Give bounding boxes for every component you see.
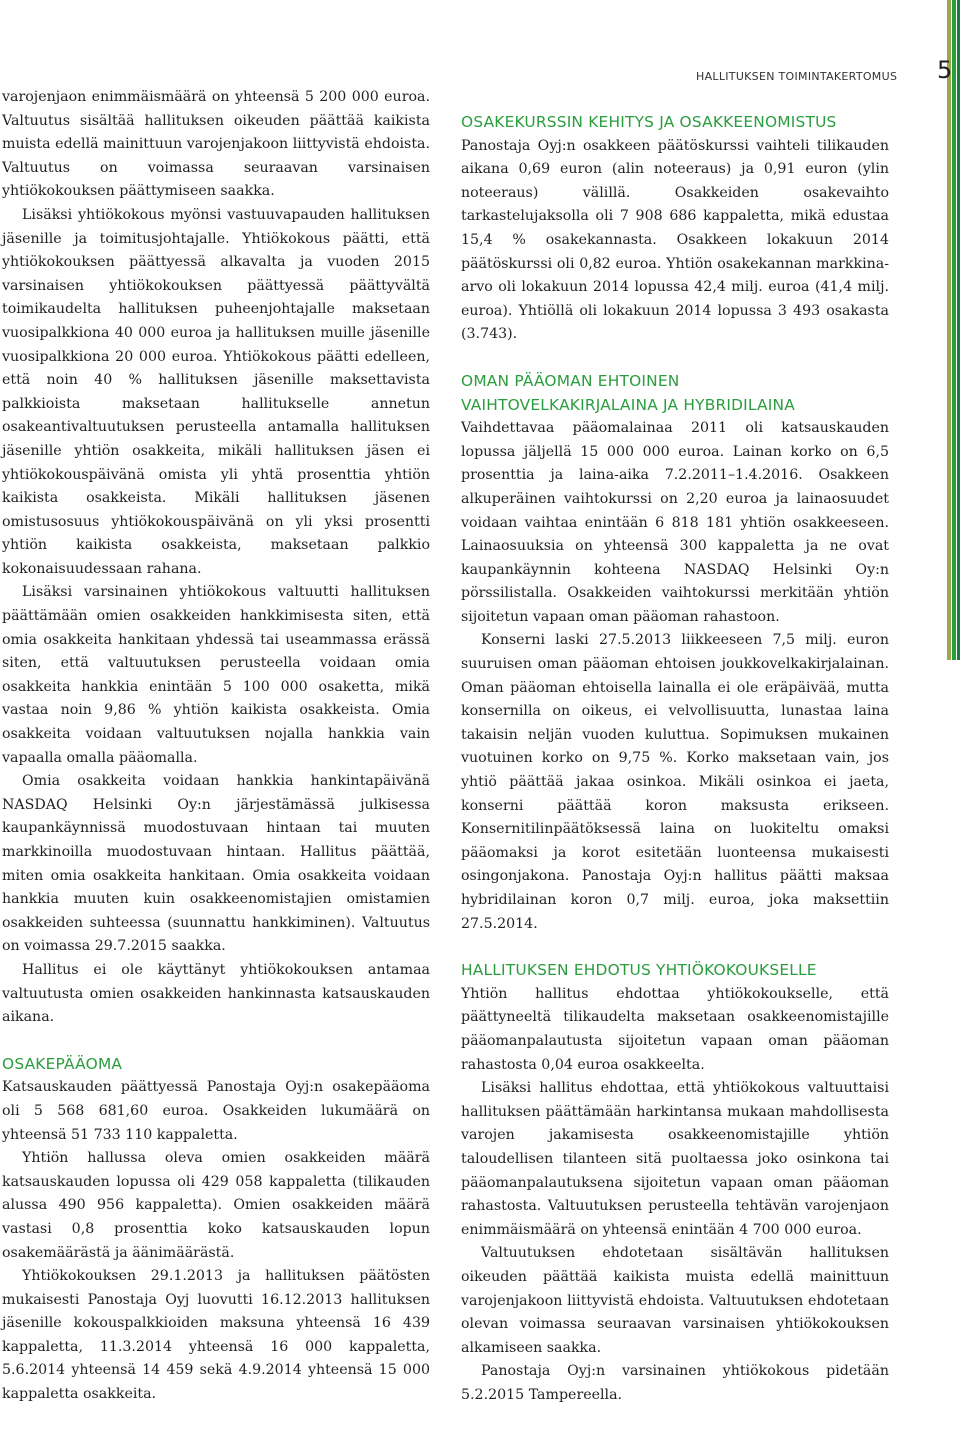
paragraph: Panostaja Oyj:n varsinainen yhtiökokous pidetään 5.2.2015 Tampereella. xyxy=(461,1363,889,1403)
paragraph: Konserni laski 27.5.2013 liikkeeseen 7,5 milj. euron suuruisen oman pääoman ehtoisen joukkovelkakirjalainan. Oman pääoman ehtoisella lainalla ei ole eräpäivää, mutta konsernilla on oikeus, ei velvollisuutta, lunastaa laina takaisin neljän vuoden kuluttua. Sopimuksen mukainen vuotuinen korko on 9,75 %. Korko maksetaan vain, jos yhtiö päättää jakaa osinkoa. Mikäli osinkoa ei jaeta, konserni päättää koron maksusta erikseen. Konsernitilinpäätöksessä laina on luokiteltu omaksi pääomaksi ja korot esitetään luonteensa mukaisesti osingonjakona. Panostaja Oyj:n hallitus päätti maksaa hybridilainan koron 0,7 milj. euroa, joka maksettiin 27.5.2014. xyxy=(461,632,889,932)
section-heading-osakepaaoma: OSAKEPÄÄOMA xyxy=(2,1054,123,1073)
right-column xyxy=(461,111,889,1407)
paragraph: Panostaja Oyj:n osakkeen päätöskurssi vaihteli tilikauden aikana 0,69 euron (alin noteeraus) ja 0,91 euron (ylin noteeraus) välillä. Osakkeiden osakevaihto tarkastelujaksolla oli 7 908 686 kappaletta, mikä edustaa 15,4 % osakekannasta. Osakkeen lokakuun 2014 päätöskurssi oli 0,82 euroa. Yhtiön osakekannan markkina-arvo oli lokakuun 2014 lopussa 42,4 milj. euroa (41,4 milj. euroa). Yhtiöllä oli lokakuun 2014 lopussa 3 493 osakasta (3.743). xyxy=(461,137,889,343)
paragraph: Omia osakkeita voidaan hankkia hankintapäivänä NASDAQ Helsinki Oy:n järjestämässä julkisessa kaupankäynnissä muodostuvaan hintaan tai muuten markkinoilla muodostuvaan hintaan. Hallitus päättää, miten omia osakkeita hankitaan. Omia osakkeita voidaan hankkia muuten kuin osakkeenomistajien omistamien osakkeiden suhteessa (suunnattu hankkiminen). Valtuutus on voimassa 29.7.2015 saakka. xyxy=(2,773,430,955)
paragraph: Lisäksi varsinainen yhtiökokous valtuutti hallituksen päättämään omien osakkeiden hankkimisesta siten, että omia osakkeita hankitaan yhdessä tai useammassa erässä siten, että valtuutuksen perusteella voidaan omia osakkeita hankkia enintään 5 100 000 osaketta, mikä vastaa noin 9,86 % yhtiön kaikista osakkeista. Omia osakkeita voidaan valtuutuksen nojalla hankkia vain vapaalla omalla pääomalla. xyxy=(2,584,430,766)
section-heading-ehdotus: HALLITUKSEN EHDOTUS YHTIÖKOKOUKSELLE xyxy=(461,961,817,980)
paragraph: Katsauskauden päättyessä Panostaja Oyj:n osakepääoma oli 5 568 681,60 euroa. Osakkeiden lukumäärä on yhteensä 51 733 110 kappaletta. xyxy=(2,1079,430,1143)
page-number: 5 xyxy=(937,56,953,84)
paragraph: Hallitus ei ole käyttänyt yhtiökokouksen antamaa valtuutusta omien osakkeiden hankinnasta katsauskauden aikana. xyxy=(2,961,430,1026)
running-header: HALLITUKSEN TOIMINTAKERTOMUS xyxy=(696,70,898,83)
section-heading-oma-paaoma-line2: VAIHTOVELKAKIRJALAINA JA HYBRIDILAINA xyxy=(461,395,795,414)
paragraph: Yhtiön hallitus ehdottaa yhtiökokoukselle, että päättyneeltä tilikaudelta maksetaan osakkeenomistajille pääomanpalautusta sijoitetun vapaan oman pääoman rahastosta 0,04 euroa osakkeelta. xyxy=(461,985,889,1073)
paragraph: Yhtiökokouksen 29.1.2013 ja hallituksen päätösten mukaisesti Panostaja Oyj luovutti 16.12.2013 hallituksen jäsenille kokouspalkkioiden maksuna yhteensä 16 439 kappaletta, 11.3.2014 yhteensä 16 000 kappaletta, 5.6.2014 yhteensä 14 459 sekä 4.9.2014 yhteensä 15 000 kappaletta osakkeita. xyxy=(2,1268,430,1403)
paragraph: Vaihdettavaa pääomalainaa 2011 oli katsauskauden lopussa jäljellä 15 000 000 euroa. Lainan korko on 6,5 prosenttia ja laina-aika 7.2.2011–1.4.2016. Osakkeen alkuperäinen vaihtokurssi on 2,20 euroa ja lainaosuudet voidaan vaihtaa enintään 6 818 181 yhtiön osakkeeseen. Lainaosuuksia on yhteensä 300 kappaletta ja ne ovat kaupankäynnin kohteena NASDAQ Helsinki Oy:n pörssilistalla. Osakkeiden vaihtokurssi merkitään yhtiön sijoitetun vapaan oman pääoman rahastoon. xyxy=(461,420,889,625)
decorative-stripe-1 xyxy=(947,0,951,660)
paragraph: Valtuutuksen ehdotetaan sisältävän hallituksen oikeuden päättää kaikista muista edellä mainittuun varojenjakoon liittyvistä ehdoista. Valtuutuksen ehdotetaan olevan voimassa seuraavan varsinaisen yhtiökokouksen alkamiseen saakka. xyxy=(461,1245,889,1356)
paragraph: Lisäksi hallitus ehdottaa, että yhtiökokous valtuuttaisi hallituksen päättämään harkintansa mukaan mahdollisesta varojen jakamisesta osakkeenomistajille yhtiön taloudellisen tilanteen sitä puoltaessa joko osinkona tai pääomanpalautuksena sijoitetun vapaan oman pääoman rahastosta. Valtuutuksen perusteella tehtävän varojenjaon enimmäismäärä on yhteensä enintään 4 700 000 euroa. xyxy=(461,1080,889,1238)
decorative-stripe-2 xyxy=(952,0,956,660)
paragraph: varojenjaon enimmäismäärä on yhteensä 5 200 000 euroa. Valtuutus sisältää hallituksen oikeuden päättää kaikista muista edellä mainittuun varojenjakoon liittyvistä ehdoista. Valtuutus on voimassa seuraavan varsinaisen yhtiökokouksen päättymiseen saakka. xyxy=(2,89,430,200)
paragraph: Lisäksi yhtiökokous myönsi vastuuvapauden hallituksen jäsenille ja toimitusjohtajalle. Yhtiökokous päätti, että yhtiökokouksen päättyessä alkavalta ja vuoden 2015 varsinaisen yhtiökokouksen päättyessä päättyvältä toimikaudelta hallituksen puheenjohtajalle maksetaan vuosipalkkiona 40 000 euroa ja hallituksen muille jäsenille vuosipalkkiona 20 000 euroa. Yhtiökokous päätti edelleen, että noin 40 % hallituksen jäsenille maksettavista palkkioista maksetaan hallitukselle annetun osakeantivaltuutuksen perusteella antamalla hallituksen jäsenille yhtiön osakkeita, mikäli hallituksen jäsen ei yhtiökokouspäivänä omista yli yhtä prosenttia yhtiön kaikista osakkeista. Mikäli hallituksen jäsenen omistusosuus yhtiökokouspäivänä on yli yksi prosentti yhtiön kaikista osakkeista, maksetaan palkkio kokonaisuudessaan rahana. xyxy=(2,206,430,577)
section-heading-osakekurssi: OSAKEKURSSIN KEHITYS JA OSAKKEENOMISTUS xyxy=(461,113,837,131)
left-column xyxy=(2,86,430,1407)
paragraph: Yhtiön hallussa oleva omien osakkeiden määrä katsauskauden lopussa oli 429 058 kappaletta (tilikauden alussa 490 956 kappaletta). Omien osakkeiden määrä vastasi 0,8 prosenttia koko katsauskauden lopun osakemäärästä ja äänimäärästä. xyxy=(2,1150,430,1261)
section-heading-oma-paaoma-line1: OMAN PÄÄOMAN EHTOINEN xyxy=(461,371,680,390)
